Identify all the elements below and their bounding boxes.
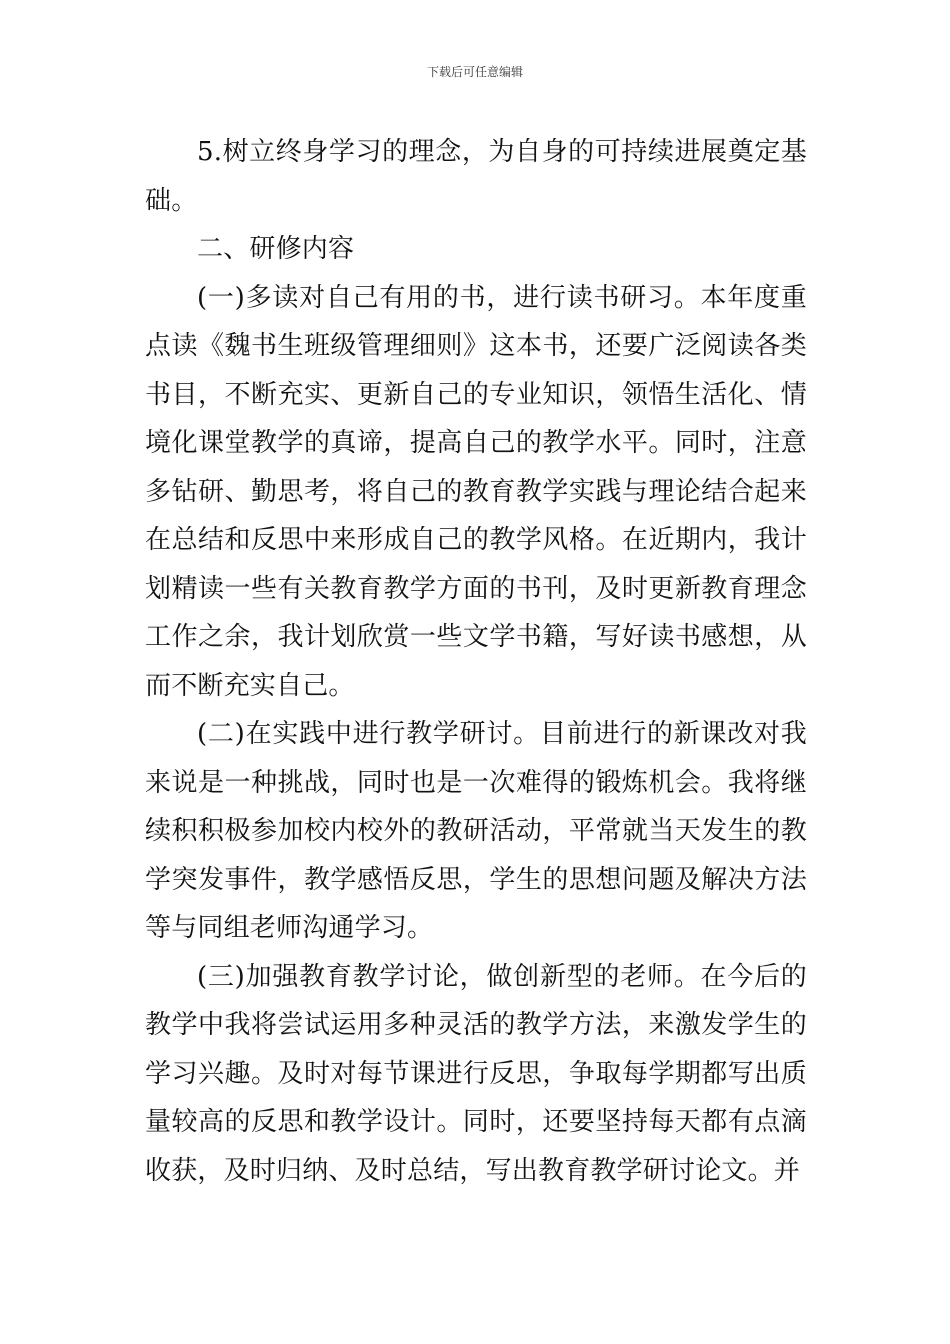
page-header: 下载后可任意编辑 [426,65,523,79]
paragraph-teaching-discussion: (三)加强教育教学讨论，做创新型的老师。在今后的教学中我将尝试运用多种灵活的教学方法，来激发学生的学习兴趣。及时对每节课进行反思，争取每学期都写出质量较高的反思和教学设计。同时，还要坚持每天都有点滴收获，及时归纳、及时总结，写出教育教学研讨论文。并 [145,961,807,1186]
paragraph-teaching-practice: (二)在实践中进行教学研讨。目前进行的新课改对我来说是一种挑战，同时也是一次难得的锻炼机会。我将继续积积极参加校内校外的教研活动，平常就当天发生的教学突发事件，教学感悟反思，学生的思想问题及解决方法等与同组老师沟通学习。 [145,719,807,943]
paragraph-goal-5: 5.树立终身学习的理念，为自身的可持续进展奠定基础。 [145,137,807,216]
section-heading-research-content: 二、研修内容 [197,234,355,264]
document-body [145,128,807,1195]
paragraph-reading-study: (一)多读对自己有用的书，进行读书研习。本年度重点读《魏书生班级管理细则》这本书，还要广泛阅读各类书目，不断充实、更新自己的专业知识，领悟生活化、情境化课堂教学的真谛，提高自己的教学水平。同时，注意多钻研、勤思考，将自己的教育教学实践与理论结合起来在总结和反思中来形成自己的教学风格。在近期内，我计划精读一些有关教育教学方面的书刊，及时更新教育理念工作之余，我计划欣赏一些文学书籍，写好读书感想，从而不断充实自己。 [145,282,807,701]
